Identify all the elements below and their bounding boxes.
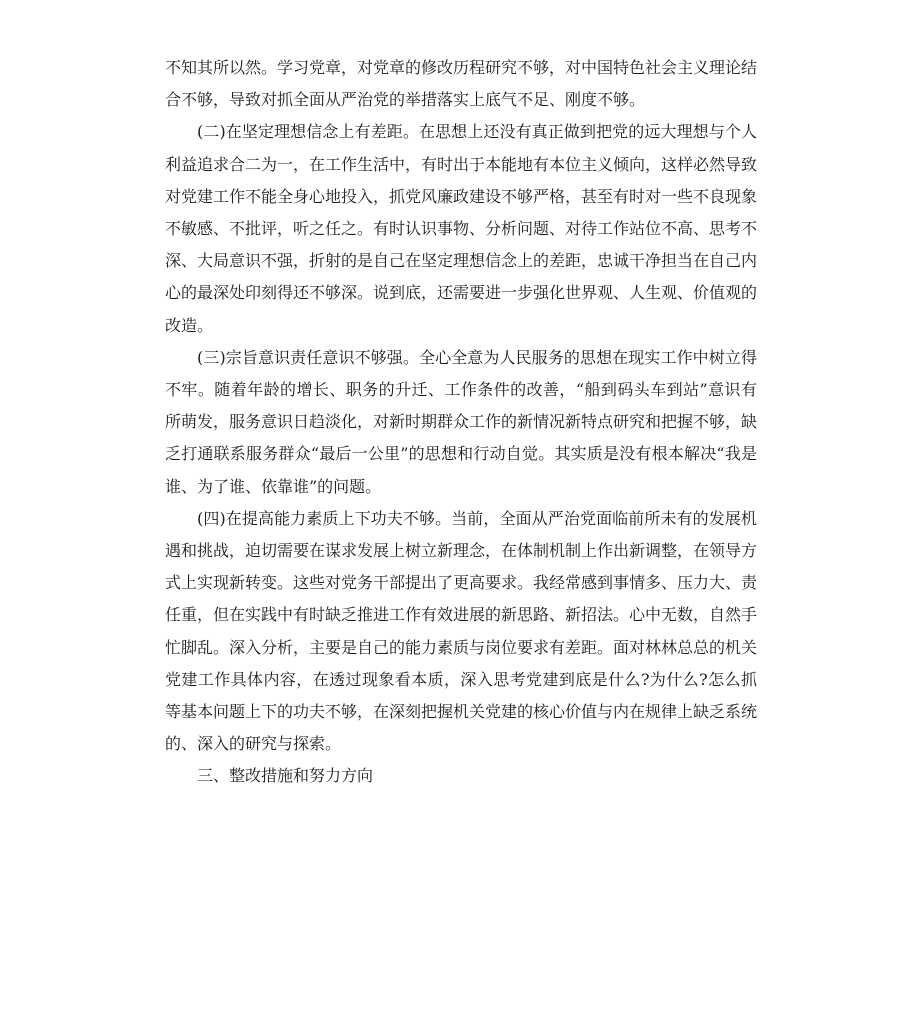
document-body bbox=[165, 52, 757, 793]
paragraph-continuation: 不知其所以然。学习党章，对党章的修改历程研究不够，对中国特色社会主义理论结合不够，导致对抓全面从严治党的举措落实上底气不足、刚度不够。 bbox=[165, 58, 758, 110]
paragraph-section-3: (三)宗旨意识责任意识不够强。全心全意为人民服务的思想在现实工作中树立得不牢。随着年龄的增长、职务的升迁、工作条件的改善，“船到码头车到站”意识有所萌发，服务意识日趋淡化，对新时期群众工作的新情况新特点研究和把握不够，缺乏打通联系服务群众“最后一公里”的思想和行动自觉。其实质是没有根本解决“我是谁、为了谁、依靠谁”的问题。 bbox=[165, 347, 758, 496]
paragraph-section-4: (四)在提高能力素质上下功夫不够。当前，全面从严治党面临前所未有的发展机遇和挑战，迫切需要在谋求发展上树立新理念，在体制机制上作出新调整，在领导方式上实现新转变。这些对党务干部提出了更高要求。我经常感到事情多、压力大、责任重，但在实践中有时缺乏推进工作有效进展的新思路、新招法。心中无数，自然手忙脚乱。深入分析，主要是自己的能力素质与岗位要求有差距。面对林林总总的机关党建工作具体内容，在透过现象看本质，深入思考党建到底是什么?为什么?怎么抓等基本问题上下的功夫不够，在深刻把握机关党建的核心价值与内在规律上缺乏系统的、深入的研究与探索。 bbox=[165, 508, 758, 754]
section-heading: 三、整改措施和努力方向 bbox=[197, 766, 374, 786]
paragraph-section-2: (二)在坚定理想信念上有差距。在思想上还没有真正做到把党的远大理想与个人利益追求合二为一，在工作生活中，有时出于本能地有本位主义倾向，这样必然导致对党建工作不能全身心地投入，抓党风廉政建设不够严格，甚至有时对一些不良现象不敏感、不批评，听之任之。有时认识事物、分析问题、对待工作站位不高、思考不深、大局意识不强，折射的是自己在坚定理想信念上的差距，忠诚干净担当在自己内心的最深处印刻得还不够深。说到底，还需要进一步强化世界观、人生观、价值观的改造。 bbox=[165, 122, 758, 335]
